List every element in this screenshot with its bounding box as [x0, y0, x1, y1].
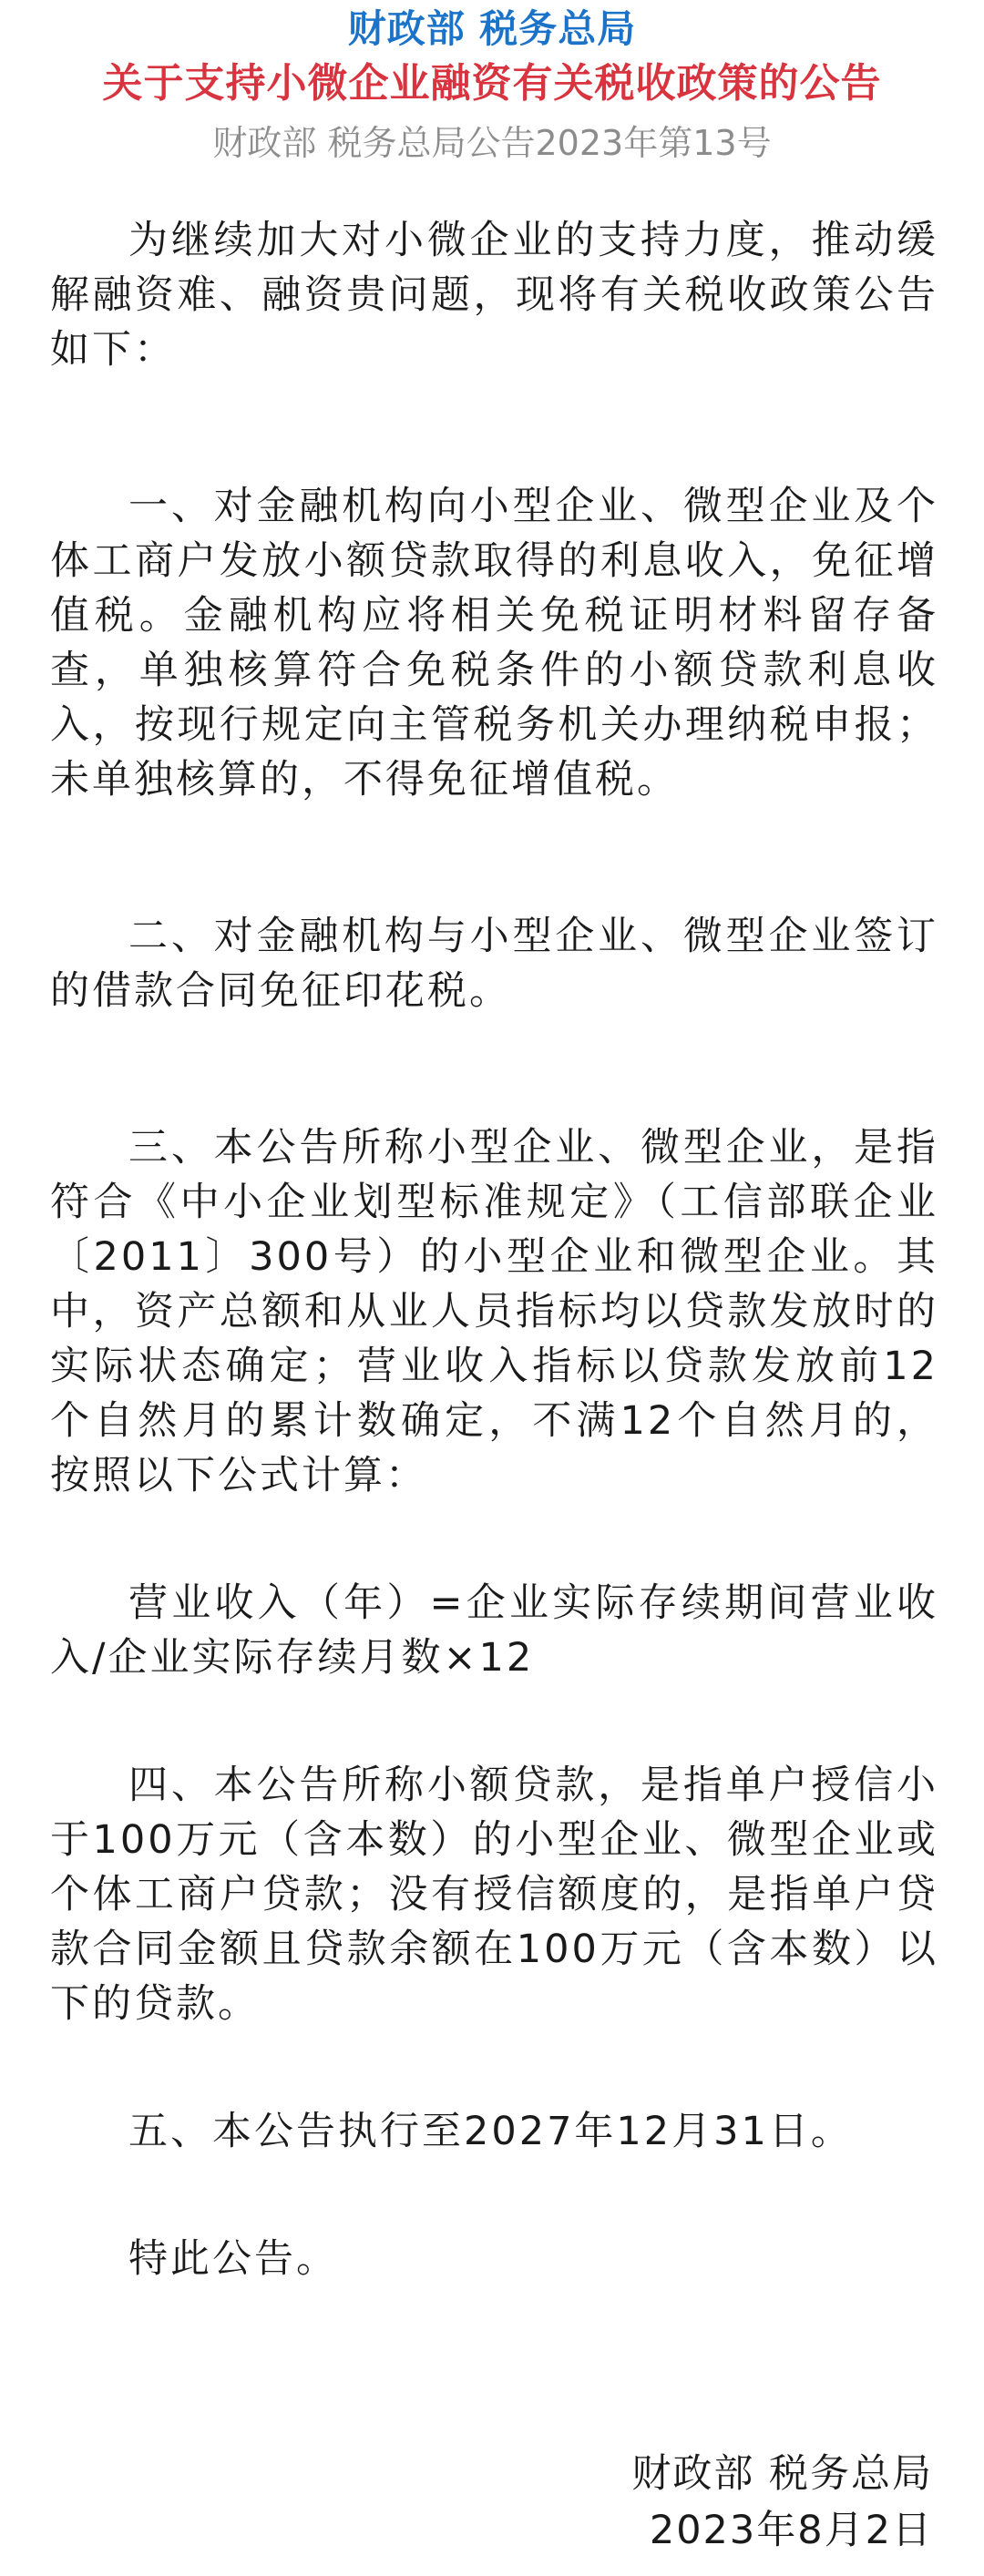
clause-4-paragraph: 四、本公告所称小额贷款，是指单户授信小于100万元（含本数）的小型企业、微型企业或个体工商户贷款；没有授信额度的，是指单户贷款合同金额且贷款余额在100万元（含本数）以下的贷款。: [50, 1763, 938, 2027]
document-number: 财政部 税务总局公告2023年第13号: [212, 123, 772, 163]
signature-date: 2023年8月2日: [649, 2508, 933, 2553]
clause-2-paragraph: 二、对金融机构与小型企业、微型企业签订的借款合同免征印花税。: [50, 914, 938, 1014]
clause-3-paragraph: 三、本公告所称小型企业、微型企业，是指符合《中小企业划型标准规定》（工信部联企业〔2011〕300号）的小型企业和微型企业。其中，资产总额和从业人员指标均以贷款发放时的实际状态确定；营业收入指标以贷款发放前12个自然月的累计数确定，不满12个自然月的，按照以下公式计算：: [50, 1125, 938, 1498]
closing-paragraph: 特此公告。: [128, 2236, 338, 2282]
signature-block: [631, 2446, 933, 2559]
notice-header: [0, 0, 984, 169]
intro-paragraph: 为继续加大对小微企业的支持力度，推动缓解融资难、融资贵问题，现将有关税收政策公告如下：: [50, 218, 938, 373]
signature-issuer: 财政部 税务总局: [631, 2451, 933, 2497]
formula-paragraph: 营业收入（年）=企业实际存续期间营业收入/企业实际存续月数×12: [50, 1580, 938, 1681]
notice-title: 关于支持小微企业融资有关税收政策的公告: [102, 60, 882, 107]
clause-5-paragraph: 五、本公告执行至2027年12月31日。: [128, 2109, 853, 2154]
issuer-heading: 财政部 税务总局: [347, 6, 637, 51]
clause-1-paragraph: 一、对金融机构向小型企业、微型企业及个体工商户发放小额贷款取得的利息收入，免征增值税。金融机构应将相关免税证明材料留存备查，单独核算符合免税条件的小额贷款利息收入，按现行规定向主管税务机关办理纳税申报；未单独核算的，不得免征增值税。: [50, 484, 938, 802]
notice-body: [0, 213, 984, 2286]
